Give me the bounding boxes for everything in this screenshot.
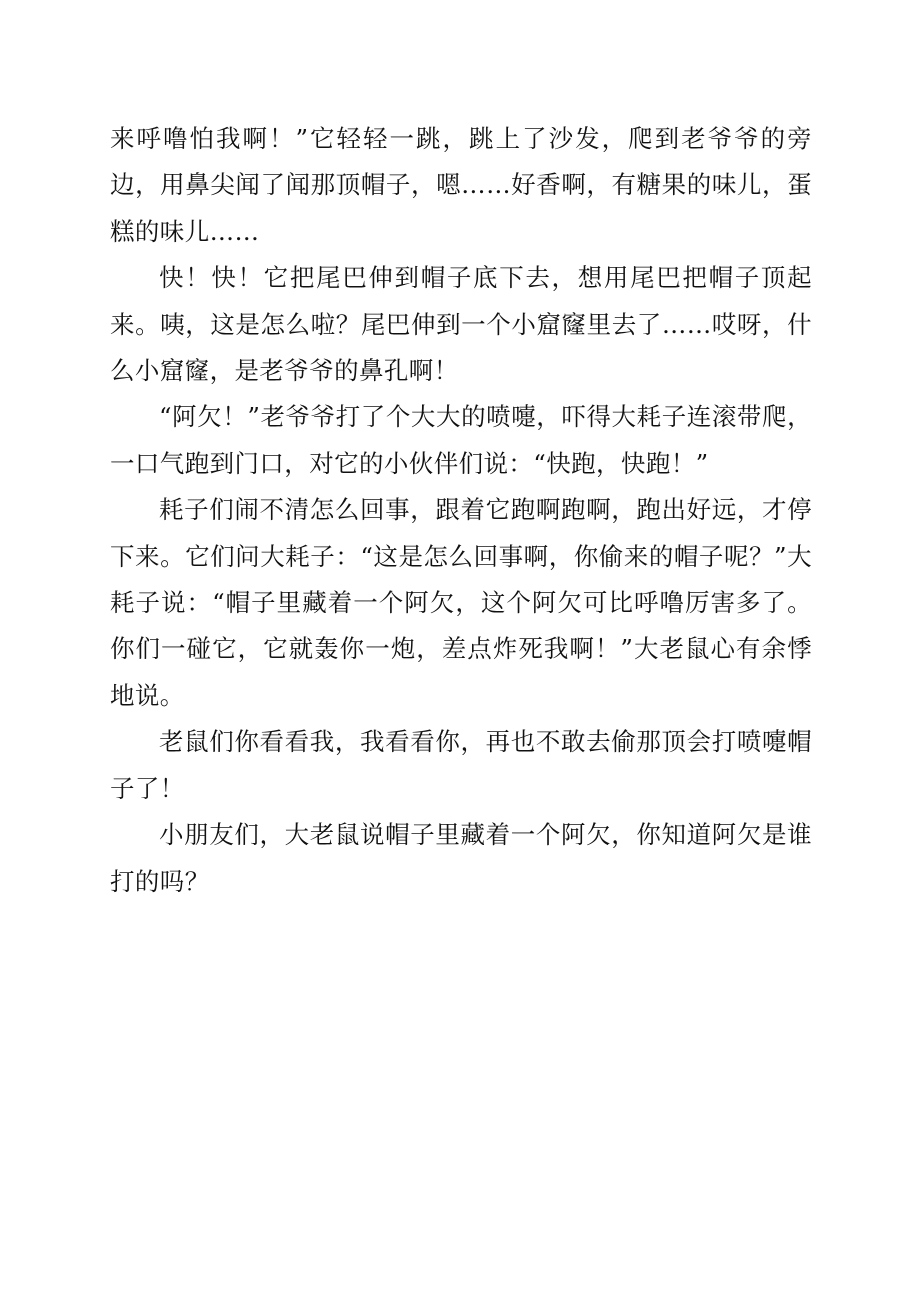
paragraph: 快！快！它把尾巴伸到帽子底下去，想用尾巴把帽子顶起来。咦，这是怎么啦？尾巴伸到一个小窟窿里去了……哎呀，什么小窟窿，是老爷爷的鼻孔啊！ — [110, 263, 812, 386]
paragraph: 小朋友们，大老鼠说帽子里藏着一个阿欠，你知道阿欠是谁打的吗？ — [110, 820, 812, 896]
paragraph: “阿欠！”老爷爷打了个大大的喷嚏，吓得大耗子连滚带爬，一口气跑到门口，对它的小伙伴们说：“快跑，快跑！” — [110, 402, 812, 478]
story-text — [110, 116, 812, 905]
paragraph: 老鼠们你看看我，我看看你，再也不敢去偷那顶会打喷嚏帽子了！ — [110, 727, 812, 803]
paragraph: 耗子们闹不清怎么回事，跟着它跑啊跑啊，跑出好远，才停下来。它们问大耗子：“这是怎么回事啊，你偷来的帽子呢？”大耗子说：“帽子里藏着一个阿欠，这个阿欠可比呼噜厉害多了。你们一碰它，它就轰你一炮，差点炸死我啊！”大老鼠心有余悸地说。 — [110, 495, 812, 710]
paragraph-continuation: 来呼噜怕我啊！”它轻轻一跳，跳上了沙发，爬到老爷爷的旁边，用鼻尖闻了闻那顶帽子，嗯……好香啊，有糖果的味儿，蛋糕的味儿…… — [110, 124, 812, 246]
